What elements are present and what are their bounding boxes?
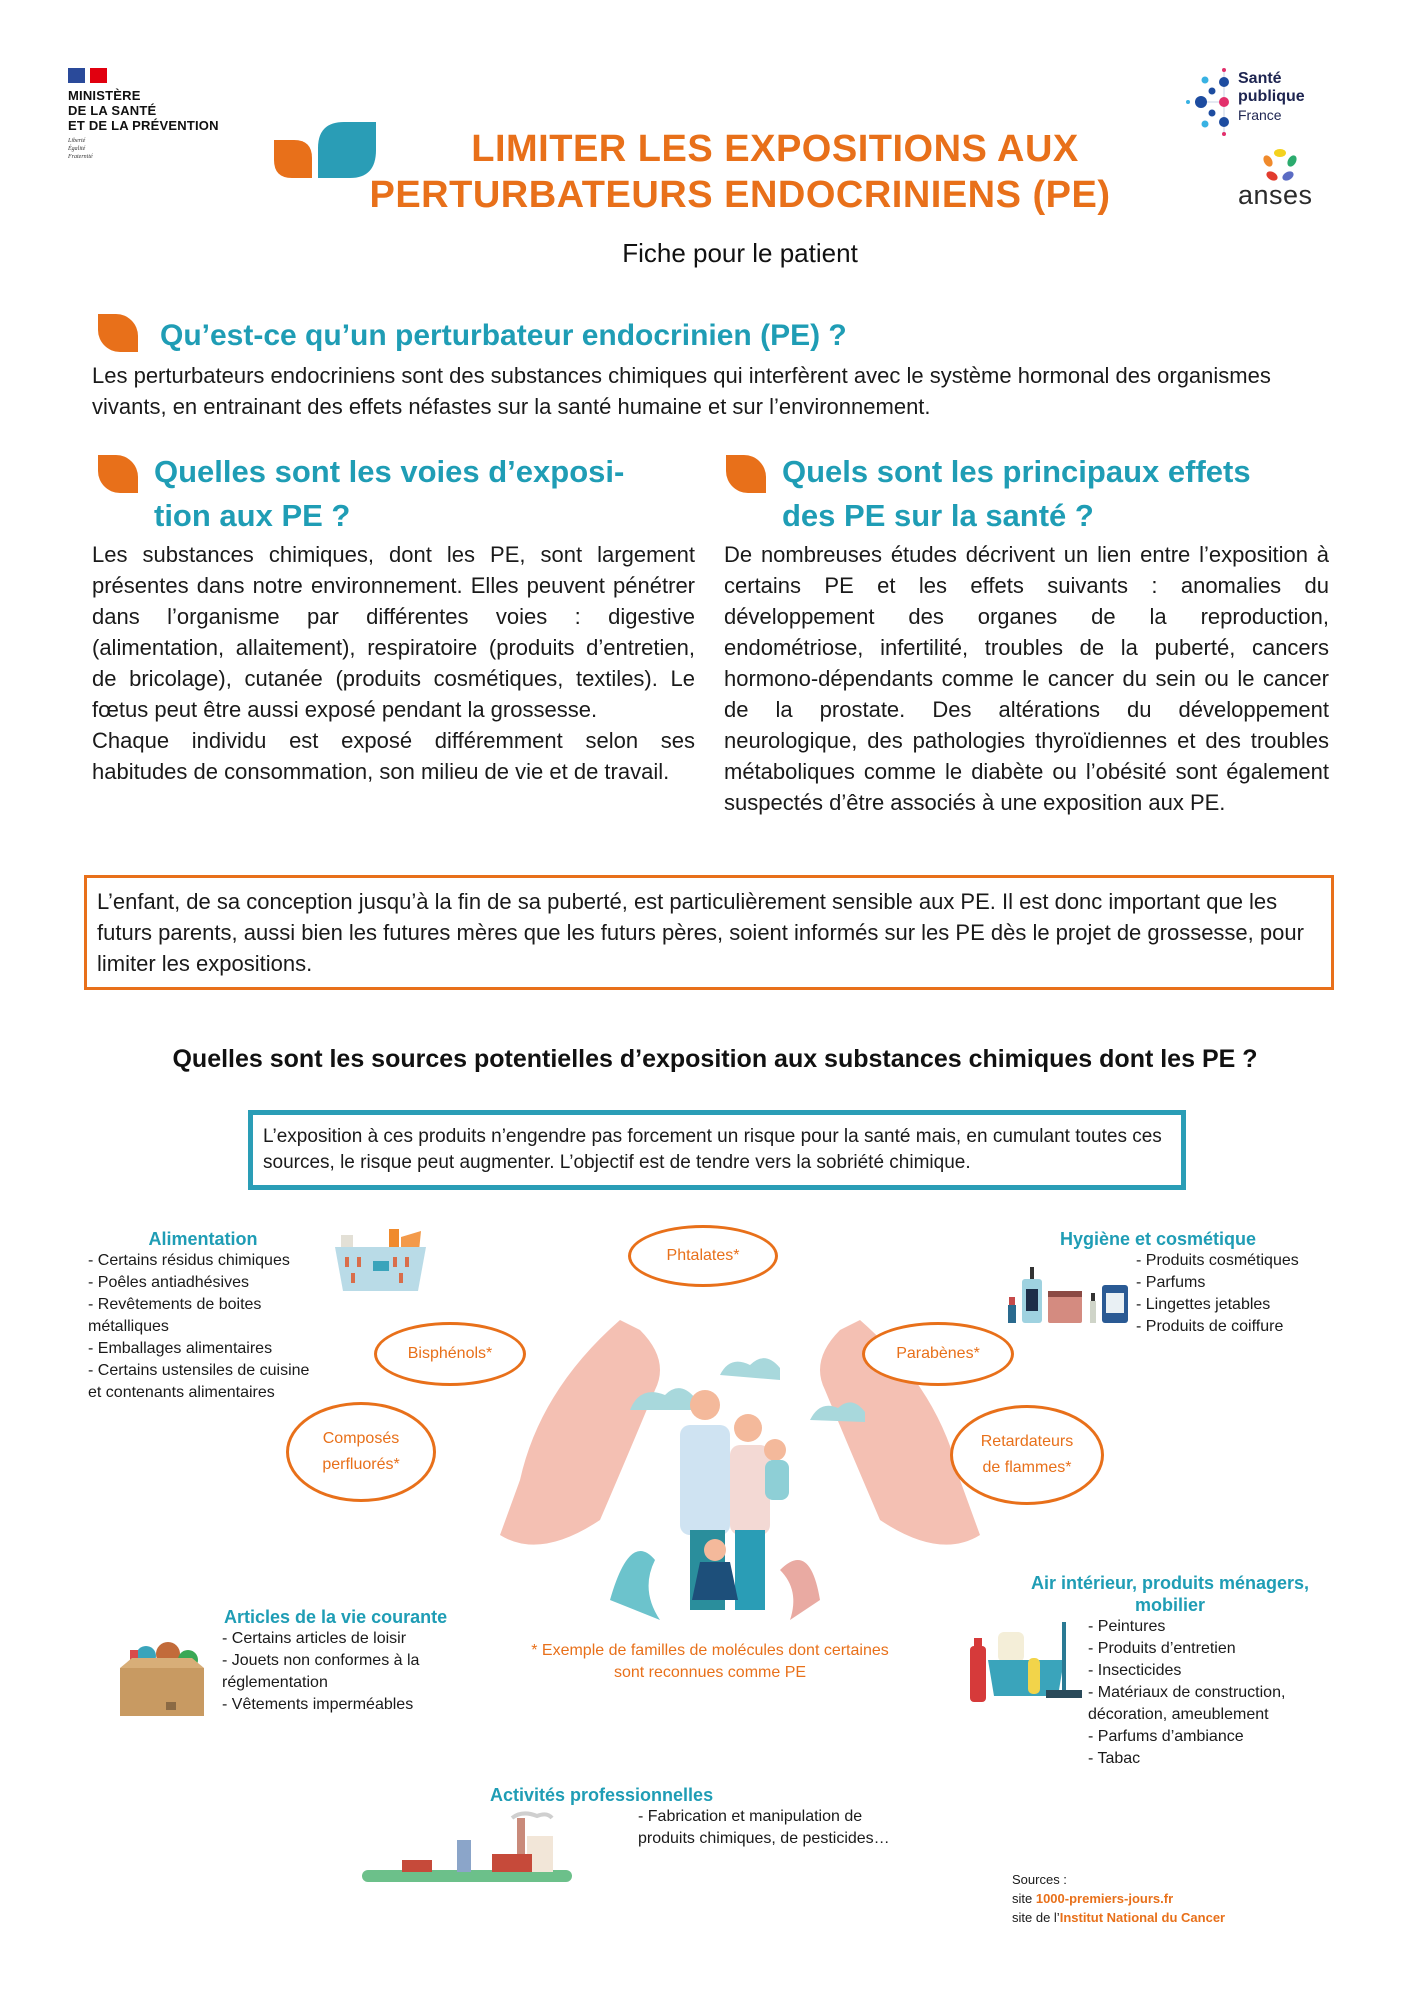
spf-line-3: France <box>1238 107 1282 123</box>
spf-line-2: publique <box>1238 88 1305 105</box>
section-leaf-icon <box>726 455 766 493</box>
source-line-2 <box>1012 1908 1225 1927</box>
category-item: - Peintures <box>1088 1618 1166 1635</box>
category-list-air <box>1088 1616 1328 1770</box>
section-body-effects: De nombreuses études décrivent un lien entre l’exposition à certains PE et les effets suivants : anomalies du développement des organes de la reproduction, endométriose, infertilité, troubles de la puberté, cancers hormono-dépendants comme le cancer du sein ou le cancer de la prostate. Des altérations du développement neurologique, des pathologies thyroïdiennes et des troubles métaboliques comme le diabète ou l’obésité sont également suspectés d’être associés à une exposition aux PE. <box>724 542 1329 815</box>
section-body-what: Les perturbateurs endocriniens sont des substances chimiques qui interfèrent avec le système hormonal des organismes vivants, en entrainant des effets néfastes sur la santé humaine et sur l’environnement. <box>92 363 1271 419</box>
section-title-what: Qu’est-ce qu’un perturbateur endocrinien (PE) ? <box>160 319 847 352</box>
ministry-logo-text <box>68 88 219 133</box>
spf-logo-text <box>1238 70 1305 124</box>
category-list <box>222 1628 482 1716</box>
molecule-bubble-parabenes <box>862 1322 1014 1386</box>
category-item: - Tabac <box>1088 1750 1141 1767</box>
shopping-basket-icon <box>333 1225 428 1295</box>
section-title-routes <box>154 450 714 538</box>
effects-title-line-2: des PE sur la santé ? <box>782 498 1094 533</box>
category-item: - Certains ustensiles de cuisine et contenants alimentaires <box>88 1362 310 1401</box>
category-item: - Certains articles de loisir <box>222 1630 407 1647</box>
category-item-pro: - Fabrication et manipulation de produits chimiques, de pesticides… <box>638 1808 890 1847</box>
molecule-bubble-perfluores <box>286 1402 436 1502</box>
routes-paragraph-2: Chaque individu est exposé différemment selon ses habitudes de consommation, son milieu de vie et de travail. <box>92 728 695 784</box>
molecule-label-line: de flammes* <box>982 1459 1072 1476</box>
family-icon <box>610 1390 820 1620</box>
category-item: - Produits cosmétiques <box>1136 1252 1299 1269</box>
category-articles <box>222 1606 482 1716</box>
title-line-2: PERTURBATEURS ENDOCRINIENS (PE) <box>369 174 1111 216</box>
footnote-line-1: * Exemple de familles de molécules dont certaines <box>531 1642 889 1659</box>
category-list-hygiene <box>1136 1250 1299 1338</box>
molecule-label: Phtalates* <box>666 1247 740 1264</box>
section-body-routes <box>92 539 695 787</box>
ministry-line-3: ET DE LA PRÉVENTION <box>68 118 219 133</box>
anses-logo-text: anses <box>1238 180 1313 210</box>
molecule-bubble-retardateurs <box>950 1405 1104 1505</box>
routes-title-line-2: tion aux PE ? <box>154 498 351 533</box>
section-leaf-icon <box>98 455 138 493</box>
marianne-flag-icon <box>68 68 107 83</box>
category-item: - Emballages alimentaires <box>88 1340 273 1357</box>
motto-liberte: Liberté <box>68 138 86 144</box>
molecule-bubble-bisphenols <box>374 1322 526 1386</box>
page-subtitle: Fiche pour le patient <box>622 238 858 268</box>
source-link-1000-premiers-jours[interactable]: 1000-premiers-jours.fr <box>1035 1891 1174 1906</box>
molecules-footnote <box>490 1640 930 1684</box>
sources-block <box>1012 1870 1225 1927</box>
molecule-label <box>322 1426 399 1478</box>
source-prefix: site de l’ <box>1012 1910 1060 1925</box>
molecule-label: Parabènes* <box>896 1345 980 1362</box>
page-title <box>330 126 1150 218</box>
ministry-line-2: DE LA SANTÉ <box>68 103 157 118</box>
sources-label: Sources : <box>1012 1872 1067 1887</box>
source-link-inca[interactable]: Institut National du Cancer <box>1059 1910 1226 1925</box>
effects-title-line-1: Quels sont les principaux effets <box>782 454 1251 489</box>
air-title-line-1: Air intérieur, produits ménagers, <box>1030 1573 1310 1593</box>
category-title-air <box>1010 1572 1330 1616</box>
category-title: Articles de la vie courante <box>224 1607 448 1627</box>
source-line-1 <box>1012 1889 1225 1908</box>
footnote-line-2: sont reconnues comme PE <box>613 1664 807 1681</box>
category-item: - Vêtements imperméables <box>222 1696 414 1713</box>
category-title-pro: Activités professionnelles <box>490 1785 714 1805</box>
source-prefix: site <box>1012 1891 1036 1906</box>
molecule-label <box>981 1429 1074 1481</box>
cosmetics-icon <box>1006 1265 1132 1325</box>
section-leaf-icon <box>98 314 138 352</box>
category-item: - Produits d’entretien <box>1088 1640 1236 1657</box>
molecule-label-line: perfluorés* <box>322 1456 400 1473</box>
air-title-line-2: mobilier <box>1134 1595 1205 1615</box>
category-item: - Matériaux de construction, décoration, ameublement <box>1088 1684 1286 1723</box>
box-of-items-icon <box>116 1640 208 1718</box>
category-title-hygiene: Hygiène et cosmétique <box>1060 1229 1257 1249</box>
molecule-label-line: Composés <box>322 1430 400 1447</box>
cloud-icon <box>720 1358 780 1380</box>
category-item: - Lingettes jetables <box>1136 1296 1271 1313</box>
category-item: - Produits de coiffure <box>1136 1318 1284 1335</box>
factory-icon <box>362 1810 572 1882</box>
sources-title: Quelles sont les sources potentielles d’exposition aux substances chimiques dont les PE ? <box>172 1045 1258 1073</box>
info-box: L’exposition à ces produits n’engendre pas forcement un risque pour la santé mais, en cumulant toutes ces sources, le risque peut augmenter. L’objectif est de tendre vers la sobriété chimique. <box>248 1110 1186 1190</box>
molecule-bubble-phtalates <box>628 1225 778 1287</box>
cleaning-products-icon <box>966 1620 1084 1704</box>
category-item: - Parfums <box>1136 1274 1206 1291</box>
category-alimentation <box>88 1228 318 1404</box>
category-item: - Revêtements de boites métalliques <box>88 1296 262 1335</box>
motto-egalite: Égalité <box>68 146 86 152</box>
spf-line-1: Santé <box>1238 70 1282 87</box>
callout-box: L’enfant, de sa conception jusqu’à la fin de sa puberté, est particulièrement sensible aux PE. Il est donc important que les futurs parents, aussi bien les futures mères que les futurs pères, soient informés sur les PE dès le projet de grossesse, pour limiter les expositions. <box>84 875 1334 990</box>
category-item: - Parfums d’ambiance <box>1088 1728 1244 1745</box>
molecule-label-line: Retardateurs <box>980 1433 1074 1450</box>
ministry-line-1: MINISTÈRE <box>68 88 141 103</box>
routes-title-line-1: Quelles sont les voies d’exposi- <box>154 454 625 489</box>
routes-paragraph-1: Les substances chimiques, dont les PE, sont largement présentes dans notre environnement. Elles peuvent pénétrer dans l’organisme par différentes voies : digestive (alimentation, allaitement), respiratoire (produits d’entretien, de bricolage), cutanée (produits cosmétiques, textiles). Le fœtus peut être aussi exposé pendant la grossesse. <box>92 542 695 722</box>
molecule-label: Bisphénols* <box>407 1345 493 1362</box>
category-item: - Jouets non conformes à la réglementation <box>222 1652 420 1691</box>
category-item: - Insecticides <box>1088 1662 1182 1679</box>
motto-fraternite: Fraternité <box>68 154 93 160</box>
anses-logo-icon <box>1262 148 1298 184</box>
category-item: - Poêles antiadhésives <box>88 1274 249 1291</box>
category-list <box>88 1250 318 1404</box>
category-title: Alimentation <box>148 1229 258 1249</box>
ministry-motto <box>68 137 93 161</box>
section-title-effects <box>782 450 1342 538</box>
category-item: - Certains résidus chimiques <box>88 1252 290 1269</box>
title-line-1: LIMITER LES EXPOSITIONS AUX <box>471 128 1079 170</box>
